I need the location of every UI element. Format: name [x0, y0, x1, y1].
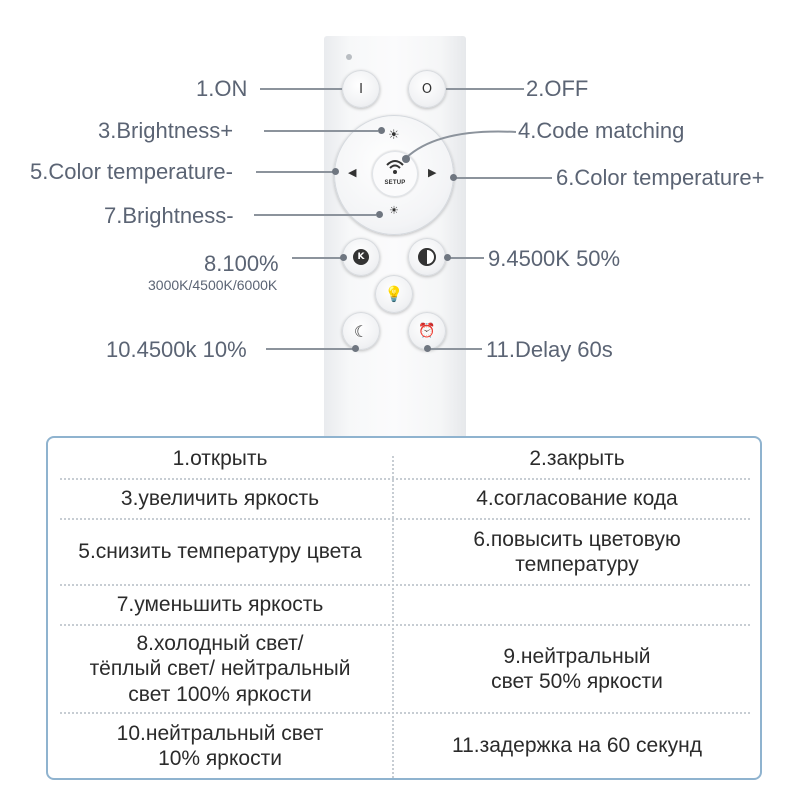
- label-color-temp-up: 6.Color temperature+: [556, 165, 765, 190]
- label-brightness-down: 7.Brightness-: [104, 203, 234, 228]
- table-cell: 9.нейтральный свет 50% яркости: [491, 644, 663, 693]
- sun-icon: ☀: [388, 128, 400, 143]
- dot-neutral-10: [352, 345, 359, 352]
- leader-code-matching: [398, 126, 520, 166]
- dot-brightness-up: [378, 127, 385, 134]
- leader-brightness-down: [254, 214, 376, 216]
- leader-color-temp-down: [256, 171, 336, 173]
- bulb-button[interactable]: [375, 275, 413, 313]
- label-delay: 11.Delay 60s: [486, 337, 613, 362]
- dot-color-temp-up: [450, 174, 457, 181]
- dot-neutral-50: [444, 254, 451, 261]
- moon-icon: ☾: [353, 321, 369, 341]
- table-cell: [394, 586, 760, 624]
- power-on-icon: I: [359, 81, 363, 97]
- dot-delay: [424, 345, 431, 352]
- label-off: 2.OFF: [526, 76, 589, 101]
- label-neutral-10: 10.4500k 10%: [106, 337, 247, 362]
- power-off-icon: O: [421, 81, 433, 97]
- dot-brightness-down: [376, 211, 383, 218]
- brightness-down-button[interactable]: [389, 205, 399, 216]
- table-cell: 3.увеличить яркость: [120, 487, 320, 511]
- dot-full-brightness: [340, 254, 347, 261]
- indicator-led: [346, 54, 352, 60]
- leader-neutral-50: [450, 257, 484, 259]
- label-color-temp-down: 5.Color temperature-: [30, 159, 233, 184]
- label-full-brightness: 8.100%: [204, 251, 279, 276]
- sun-icon: ☀: [389, 204, 399, 217]
- k-icon: K: [353, 249, 369, 265]
- table-cell: 4.согласование кода: [476, 487, 678, 511]
- leader-neutral-10: [266, 348, 354, 350]
- table-cell: 2.закрыть: [529, 447, 625, 471]
- alarm-clock-icon: ⏰: [418, 323, 436, 339]
- table-cell: 8.холодный свет/ тёплый свет/ нейтральный свет 100% яркости: [89, 632, 351, 706]
- leader-brightness-up: [264, 130, 378, 132]
- on-button[interactable]: [342, 70, 380, 108]
- neutral-50-button[interactable]: [408, 238, 446, 276]
- leader-delay: [430, 348, 482, 350]
- table-cell: 5.снизить температуру цвета: [78, 540, 362, 564]
- label-brightness-up: 3.Brightness+: [98, 118, 234, 143]
- table-cell: 10.нейтральный свет 10% яркости: [116, 721, 324, 770]
- leader-off: [446, 88, 524, 90]
- color-temp-up-icon: ▶: [428, 166, 437, 179]
- leader-color-temp-up: [456, 177, 552, 179]
- half-circle-icon: [418, 248, 436, 266]
- bulb-icon: 💡: [384, 285, 404, 303]
- label-full-brightness-sub: 3000K/4500K/6000K: [148, 277, 278, 293]
- table-cell: 7.уменьшить яркость: [116, 593, 324, 617]
- leader-on: [260, 88, 342, 90]
- label-code-matching: 4.Code matching: [518, 118, 685, 143]
- table-cell: 11.задержка на 60 секунд: [451, 734, 703, 758]
- night-light-button[interactable]: [342, 312, 380, 350]
- full-brightness-button[interactable]: [342, 238, 380, 276]
- off-button[interactable]: [408, 70, 446, 108]
- label-on: 1.ON: [196, 76, 248, 101]
- table-cell: 6.повысить цветовую температуру: [473, 527, 681, 576]
- color-temp-down-button[interactable]: [348, 167, 356, 178]
- leader-full-brightness: [292, 257, 342, 259]
- dot-color-temp-down: [332, 168, 339, 175]
- color-temp-up-button[interactable]: [428, 167, 436, 178]
- color-temp-down-icon: ◀: [348, 166, 357, 179]
- label-neutral-50: 9.4500K 50%: [488, 246, 621, 271]
- table-cell: 1.открыть: [172, 447, 268, 471]
- setup-label: SETUP: [384, 180, 406, 186]
